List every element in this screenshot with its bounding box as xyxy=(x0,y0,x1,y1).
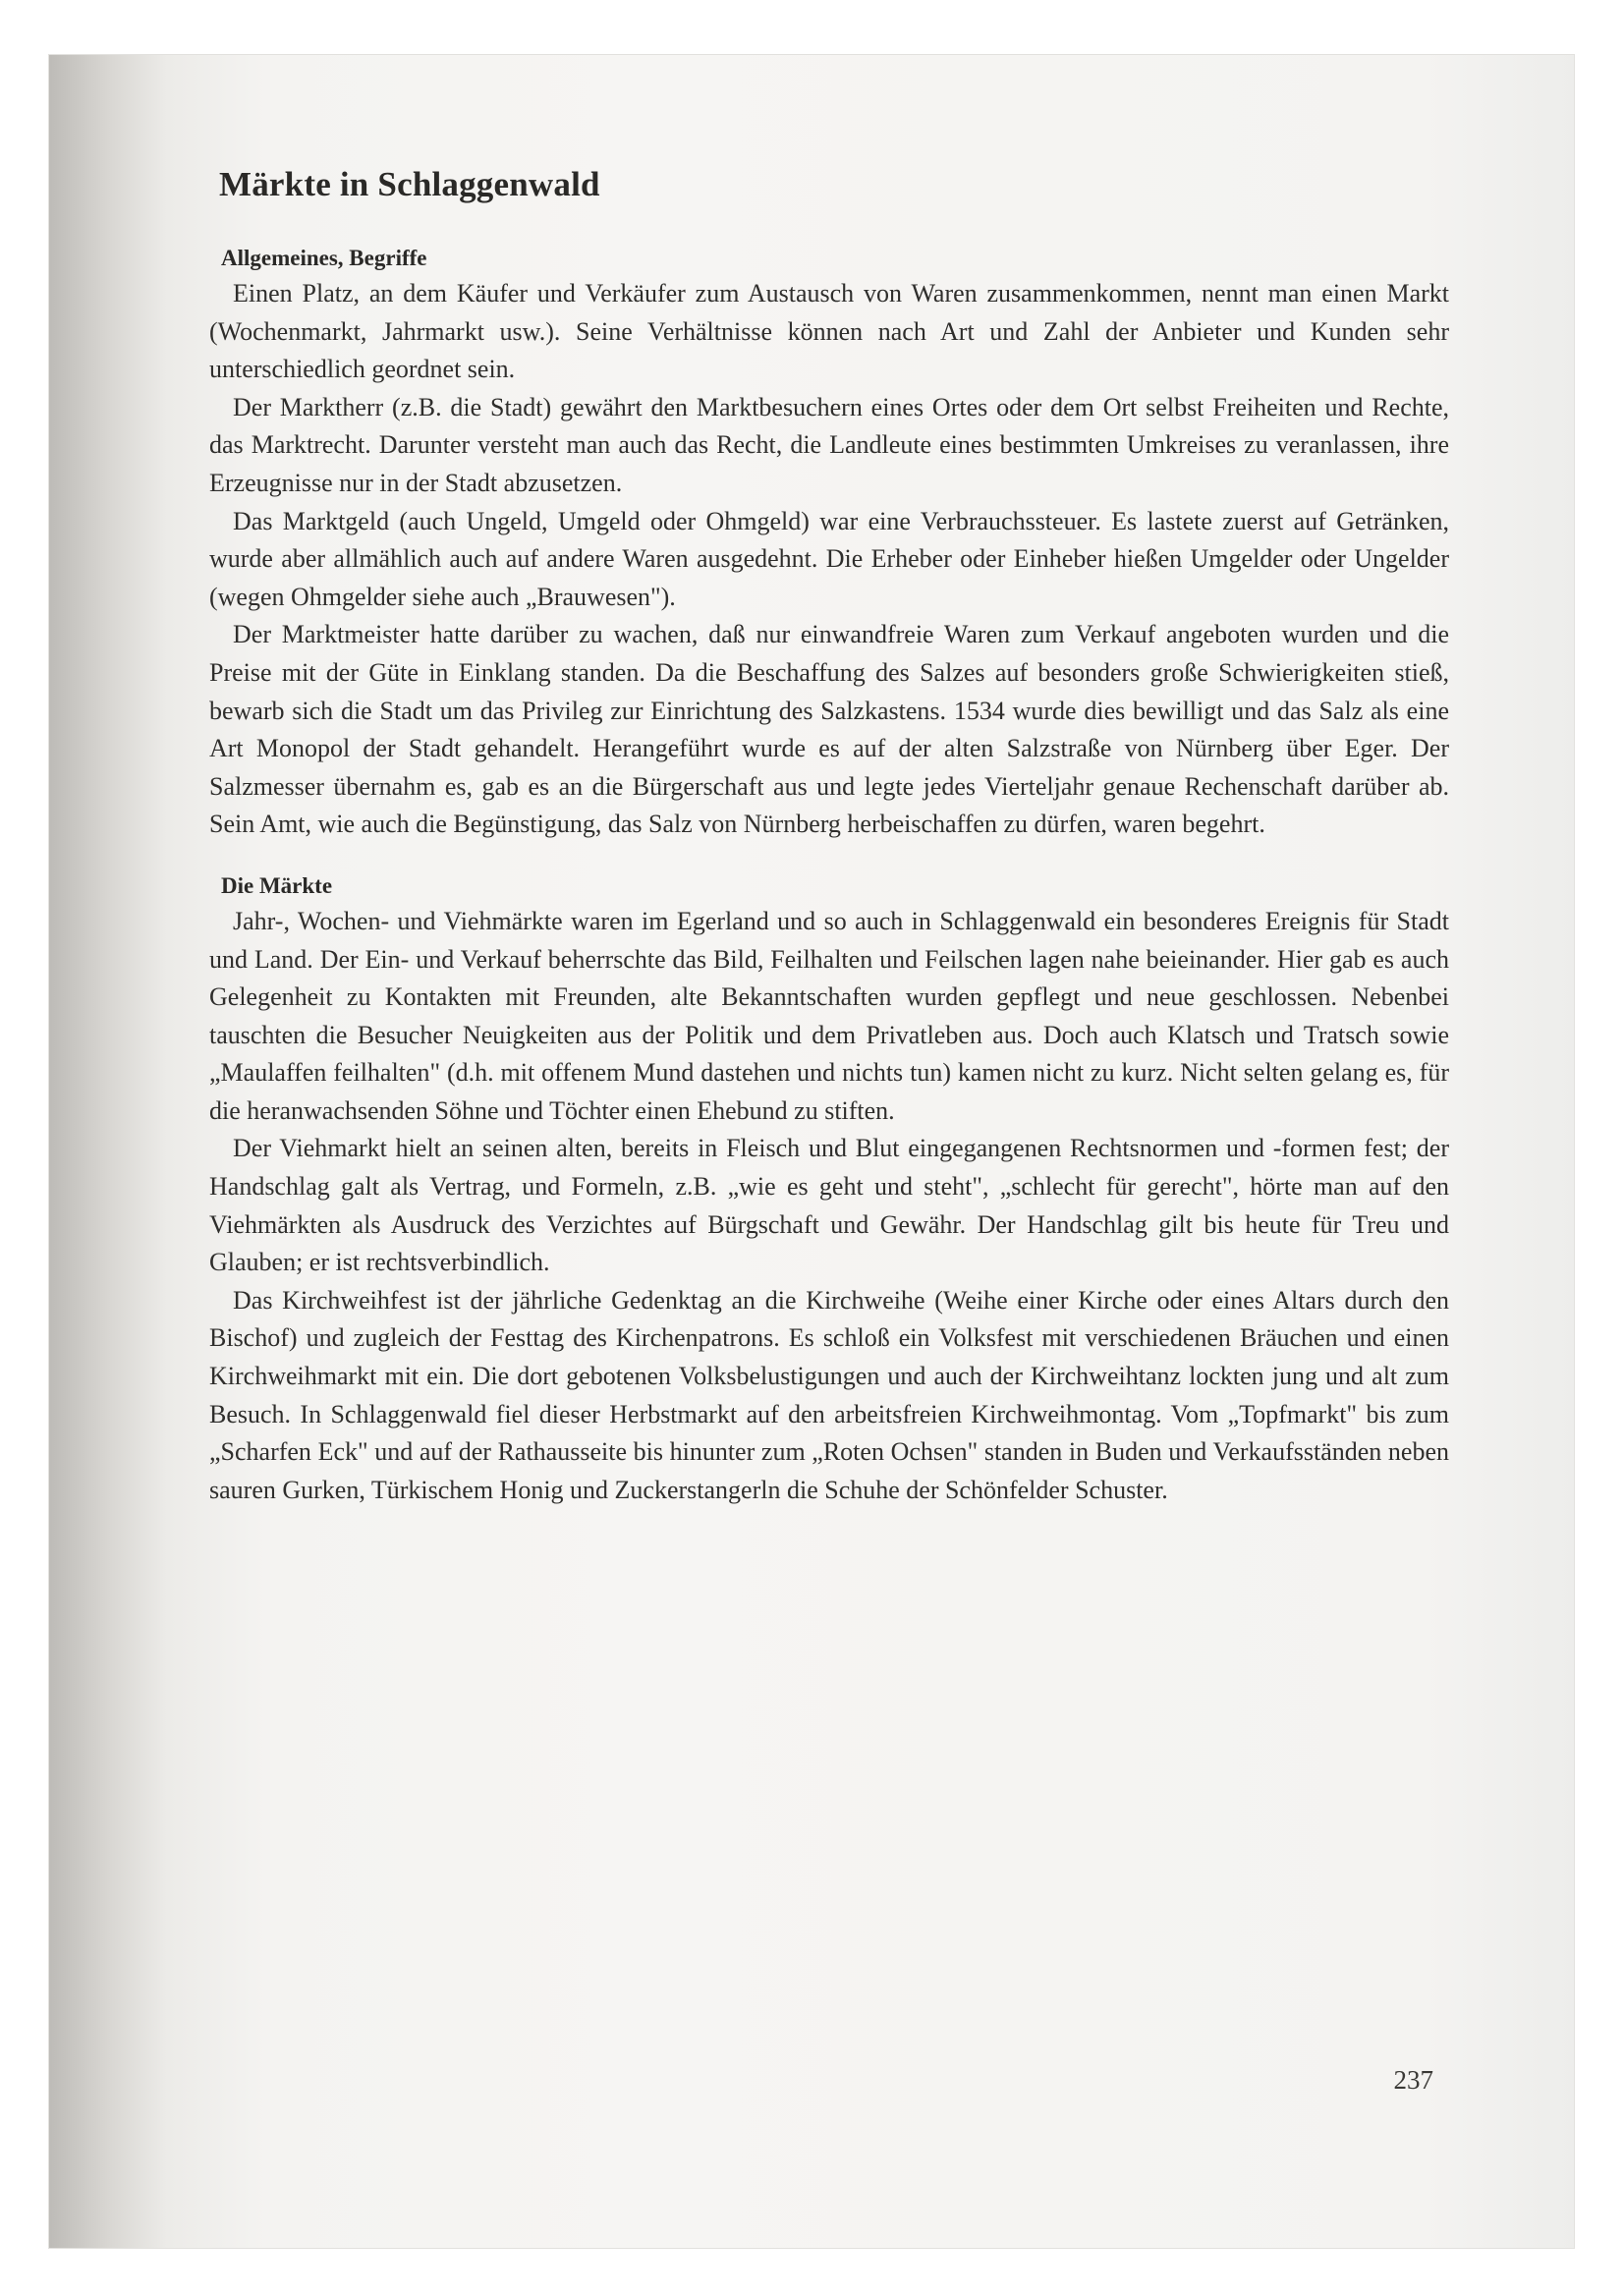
page-content xyxy=(209,165,1449,1509)
page-number: 237 xyxy=(1393,2065,1433,2095)
paragraph: Der Marktherr (z.B. die Stadt) gewährt den Marktbesuchern eines Ortes oder dem Ort selbst Freiheiten und Rechte, das Marktrecht. Darunter versteht man auch das Recht, die Landleute eines bestimmten Umkreises zu veranlassen, ihre Erzeugnisse nur in der Stadt abzusetzen. xyxy=(209,392,1449,497)
section-heading-allgemeines: Allgemeines, Begriffe xyxy=(221,246,427,270)
paragraph: Der Viehmarkt hielt an seinen alten, bereits in Fleisch und Blut eingegangenen Rechtsnormen und -formen fest; der Handschlag galt als Vertrag, und Formeln, z.B. „wie es geht und steht", „schlecht für gerecht", hörte man auf den Viehmärkten als Ausdruck des Verzichtes auf Bürgschaft und Gewähr. Der Handschlag gilt bis heute für Treu und Glauben; er ist rechtsverbindlich. xyxy=(209,1134,1449,1277)
page-title: Märkte in Schlaggenwald xyxy=(219,165,600,203)
section-heading-die-maerkte: Die Märkte xyxy=(221,872,333,898)
paragraph: Das Marktgeld (auch Ungeld, Umgeld oder Ohmgeld) war eine Verbrauchssteuer. Es lastete zuerst auf Getränken, wurde aber allmählich auch auf andere Waren ausgedehnt. Die Erheber oder Einheber hießen Umgelder oder Ungelder (wegen Ohmgelder siehe auch „Brauwesen"). xyxy=(209,506,1449,611)
paragraph: Das Kirchweihfest ist der jährliche Gedenktag an die Kirchweihe (Weihe einer Kirche oder eines Altars durch den Bischof) und zugleich der Festtag des Kirchenpatrons. Es schloß ein Volksfest mit verschiedenen Bräuchen und einen Kirchweihmarkt mit ein. Die dort gebotenen Volksbelustigungen und auch der Kirchweihtanz lockten jung und alt zum Besuch. In Schlaggenwald fiel dieser Herbstmarkt auf den arbeitsfreien Kirchweihmontag. Vom „Topfmarkt" bis zum „Scharfen Eck" und auf der Rathausseite bis hinunter zum „Roten Ochsen" standen in Buden und Verkaufsständen neben sauren Gurken, Türkischem Honig und Zuckerstangerln die Schuhe der Schönfelder Schuster. xyxy=(209,1285,1449,1504)
scanned-page xyxy=(49,55,1574,2248)
paragraph: Jahr-, Wochen- und Viehmärkte waren im Egerland und so auch in Schlaggenwald ein besonderes Ereignis für Stadt und Land. Der Ein- und Verkauf beherrschte das Bild, Feilhalten und Feilschen lagen nahe beieinander. Hier gab es auch Gelegenheit zu Kontakten mit Freunden, alte Bekanntschaften wurden gepflegt und neue geschlossen. Nebenbei tauschten die Besucher Neuigkeiten aus der Politik und dem Privatleben aus. Doch auch Klatsch und Tratsch sowie „Maulaffen feilhalten" (d.h. mit offenem Mund dastehen und nichts tun) kamen nicht zu kurz. Nicht selten gelang es, für die heranwachsenden Söhne und Töchter einen Ehebund zu stiften. xyxy=(209,906,1449,1125)
paragraph: Einen Platz, an dem Käufer und Verkäufer zum Austausch von Waren zusammenkommen, nennt man einen Markt (Wochenmarkt, Jahrmarkt usw.). Seine Verhältnisse können nach Art und Zahl der Anbieter und Kunden sehr unterschiedlich geordnet sein. xyxy=(209,279,1449,384)
paragraph: Der Marktmeister hatte darüber zu wachen, daß nur einwandfreie Waren zum Verkauf angeboten wurden und die Preise mit der Güte in Einklang standen. Da die Beschaffung des Salzes auf besonders große Schwierigkeiten stieß, bewarb sich die Stadt um das Privileg zur Einrichtung des Salzkastens. 1534 wurde dies bewilligt und das Salz als eine Art Monopol der Stadt gehandelt. Herangeführt wurde es auf der alten Salzstraße von Nürnberg über Eger. Der Salzmesser übernahm es, gab es an die Bürgerschaft aus und legte jedes Vierteljahr genaue Rechenschaft darüber ab. Sein Amt, wie auch die Begünstigung, das Salz von Nürnberg herbeischaffen zu dürfen, waren begehrt. xyxy=(209,620,1449,839)
